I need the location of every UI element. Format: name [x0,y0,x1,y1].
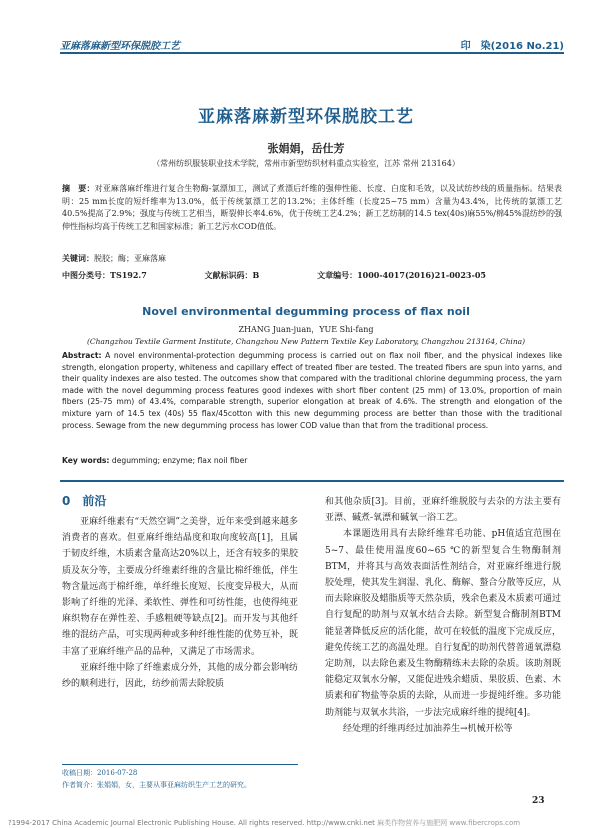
abstract-cn [62,182,562,233]
page-header [0,0,612,50]
clc-number: 中图分类号：TS192.7 [62,270,147,280]
left-column [62,514,298,692]
author-bio: 作者简介：张娟娟，女，主要从事亚麻纺织生产工艺的研究。 [62,781,251,789]
copyright-line [8,818,608,828]
copyright-text: ?1994-2017 China Academic Journal Electronic Publishing House. All rights reserved. http://www.cnki.net [8,819,375,827]
paragraph: 本课题选用具有去除纤维茸毛功能、pH值适宜范围在5~7、最佳使用温度60~65 ℃的新型复合生物酶制剂BTM，并将其与高效表面活性剂结合，对亚麻纤维进行脱胶处理，使其发生润湿、乳化、酶解、螯合分散等反应，从而去除麻胶及蜡脂质等天然杂质，残余色素及木质素可通过自行复配的助剂与双氧水结合去除。新型复合酶制剂BTM能显著降低反应的活化能，故可在较低的温度下完成反应，避免传统工艺的高温处理。自行复配的助剂代替普通氧漂稳定助剂，以去除色素及生物酶精练未去除的杂质。该助剂既能稳定双氧水分解，又能促进残余蜡质、果胶质、色素、木质素和矿物盐等杂质的去除，从而进一步提纯纤维。多功能助剂能与双氧水共浴，一步法完成麻纤维的提纯[4]。 [325,529,561,718]
keywords-cn [62,253,166,264]
classification-row [62,270,562,281]
authors-en: ZHANG Juan-juan，YUE Shi-fang [238,325,374,334]
abstract-en-label: Abstract: [62,351,102,360]
received-date: 收稿日期：2016-07-28 [62,769,138,777]
keywords-en-label: Key words: [62,456,110,465]
section-rule [60,480,564,482]
authors-cn: 张娟娟，岳仕芳 [267,142,345,155]
abstract-cn-text: 对亚麻落麻纤维进行复合生物酶-氯漂加工，测试了煮漂后纤维的强伸性能、长度、白度和毛效，以及试纺纱线的质量指标。结果表明：25 mm长度的短纤维率为13.0%，低于传统氯漂工艺的13.2%；主体纤维（长度25~75 mm）含量为43.4%，比传统的氯漂工艺40.5%提高了2.9%；强度与传统工艺相当，断裂伸长率4.6%，优于传统工艺4.2%；新工艺纺制的14.5 tex(40s)麻55%/棉45%混纺纱的强伸性指标均高于传统工艺和国家标准；新工艺污水COD值低。 [62,184,562,231]
page-number: 23 [532,796,545,806]
article-number: 文章编号：1000-4017(2016)21-0023-05 [317,270,486,280]
paragraph: 和其他杂质[3]。目前，亚麻纤维脱胶与去杂的方法主要有亚漂、碱煮-氧漂和碱氧一浴工艺。 [325,497,561,524]
article-title-en: Novel environmental degumming process of flax noil [142,305,470,318]
abstract-en [62,350,562,431]
header-rule [60,52,564,54]
running-title: 亚麻落麻新型环保脱胶工艺 [60,41,180,52]
right-column [325,494,561,737]
paragraph: 亚麻纤维中除了纤维素成分外，其他的成分都会影响纺纱的顺利进行，因此，纺纱前需去除胶质 [62,662,298,690]
abstract-en-text: A novel environmental-protection degumming process is carried out on flax noil fiber, and the physical indexes like strength, elongation property, whiteness and capillary effect of treated fiber are tested. The treated fibers are spun into yarns, and their quality indexes are also tested. The outcomes show that compared with the traditional chlorine degumming process, the yarn made with the novel degumming process features good indexes with short fiber content (25 mm) of 13.0%, proportion of main fibers (25-75 mm) of 43.4%, comparable strength, superior elongation at break of 4.6%. The strength and elongation of the mixture yarn of 14.5 tex (40s) 55 flax/45cotton with this new degumming process are better than those with the traditional process. Sewage from the new degumming process has lower COD value than that from the traditional process. [62,351,562,430]
paragraph: 亚麻纤维素有“天然空调”之美誉，近年来受到越来越多消费者的喜欢。但亚麻纤维结晶度和取向度较高[1]，且属于韧皮纤维，木质素含量高达20%以上，还含有较多的果胶质及灰分等，主要成分纤维素纤维的含量比棉纤维低，伴生物含量远高于棉纤维，单纤维长度短、长度变异极大，从而影响了纤维的光泽、柔软性、弹性和可纺性能，也使得纯亚麻织物存在弹性差、手感粗硬等缺点[2]。而开发与其他纤维的混纺产品，可实现两种或多种纤维性能的优势互补，既丰富了亚麻纤维产品的品种，又满足了市场需求。 [62,517,299,657]
article-title-cn: 亚麻落麻新型环保脱胶工艺 [198,107,414,127]
abstract-cn-label: 摘 要： [62,183,95,193]
paragraph: 经处理的纤维再经过加油养生→机械开松等 [343,723,513,734]
section-heading: 0 前沿 [62,494,107,508]
affiliation-en: (Changzhou Textile Garment Institute, Changzhou New Pattern Textile Key Laboratory, Changzhou 213164, China) [86,337,526,346]
keywords-cn-label: 关键词： [62,253,94,263]
keywords-en [62,456,247,465]
document-code: 文献标识码：B [204,270,260,280]
footnote-rule [62,764,298,765]
keywords-en-text: degumming; enzyme; flax noil fiber [109,456,248,465]
affiliation-cn: （常州纺织服装职业技术学院，常州市新型纺织材料重点实验室，江苏 常州 213164） [152,159,460,168]
watermark-text: 麻类作物营养与施肥网 www.fibercrops.com [377,819,521,827]
keywords-cn-text: 脱胶；酶；亚麻落麻 [94,254,166,263]
journal-issue: 印 染(2016 No.21) [460,41,564,52]
